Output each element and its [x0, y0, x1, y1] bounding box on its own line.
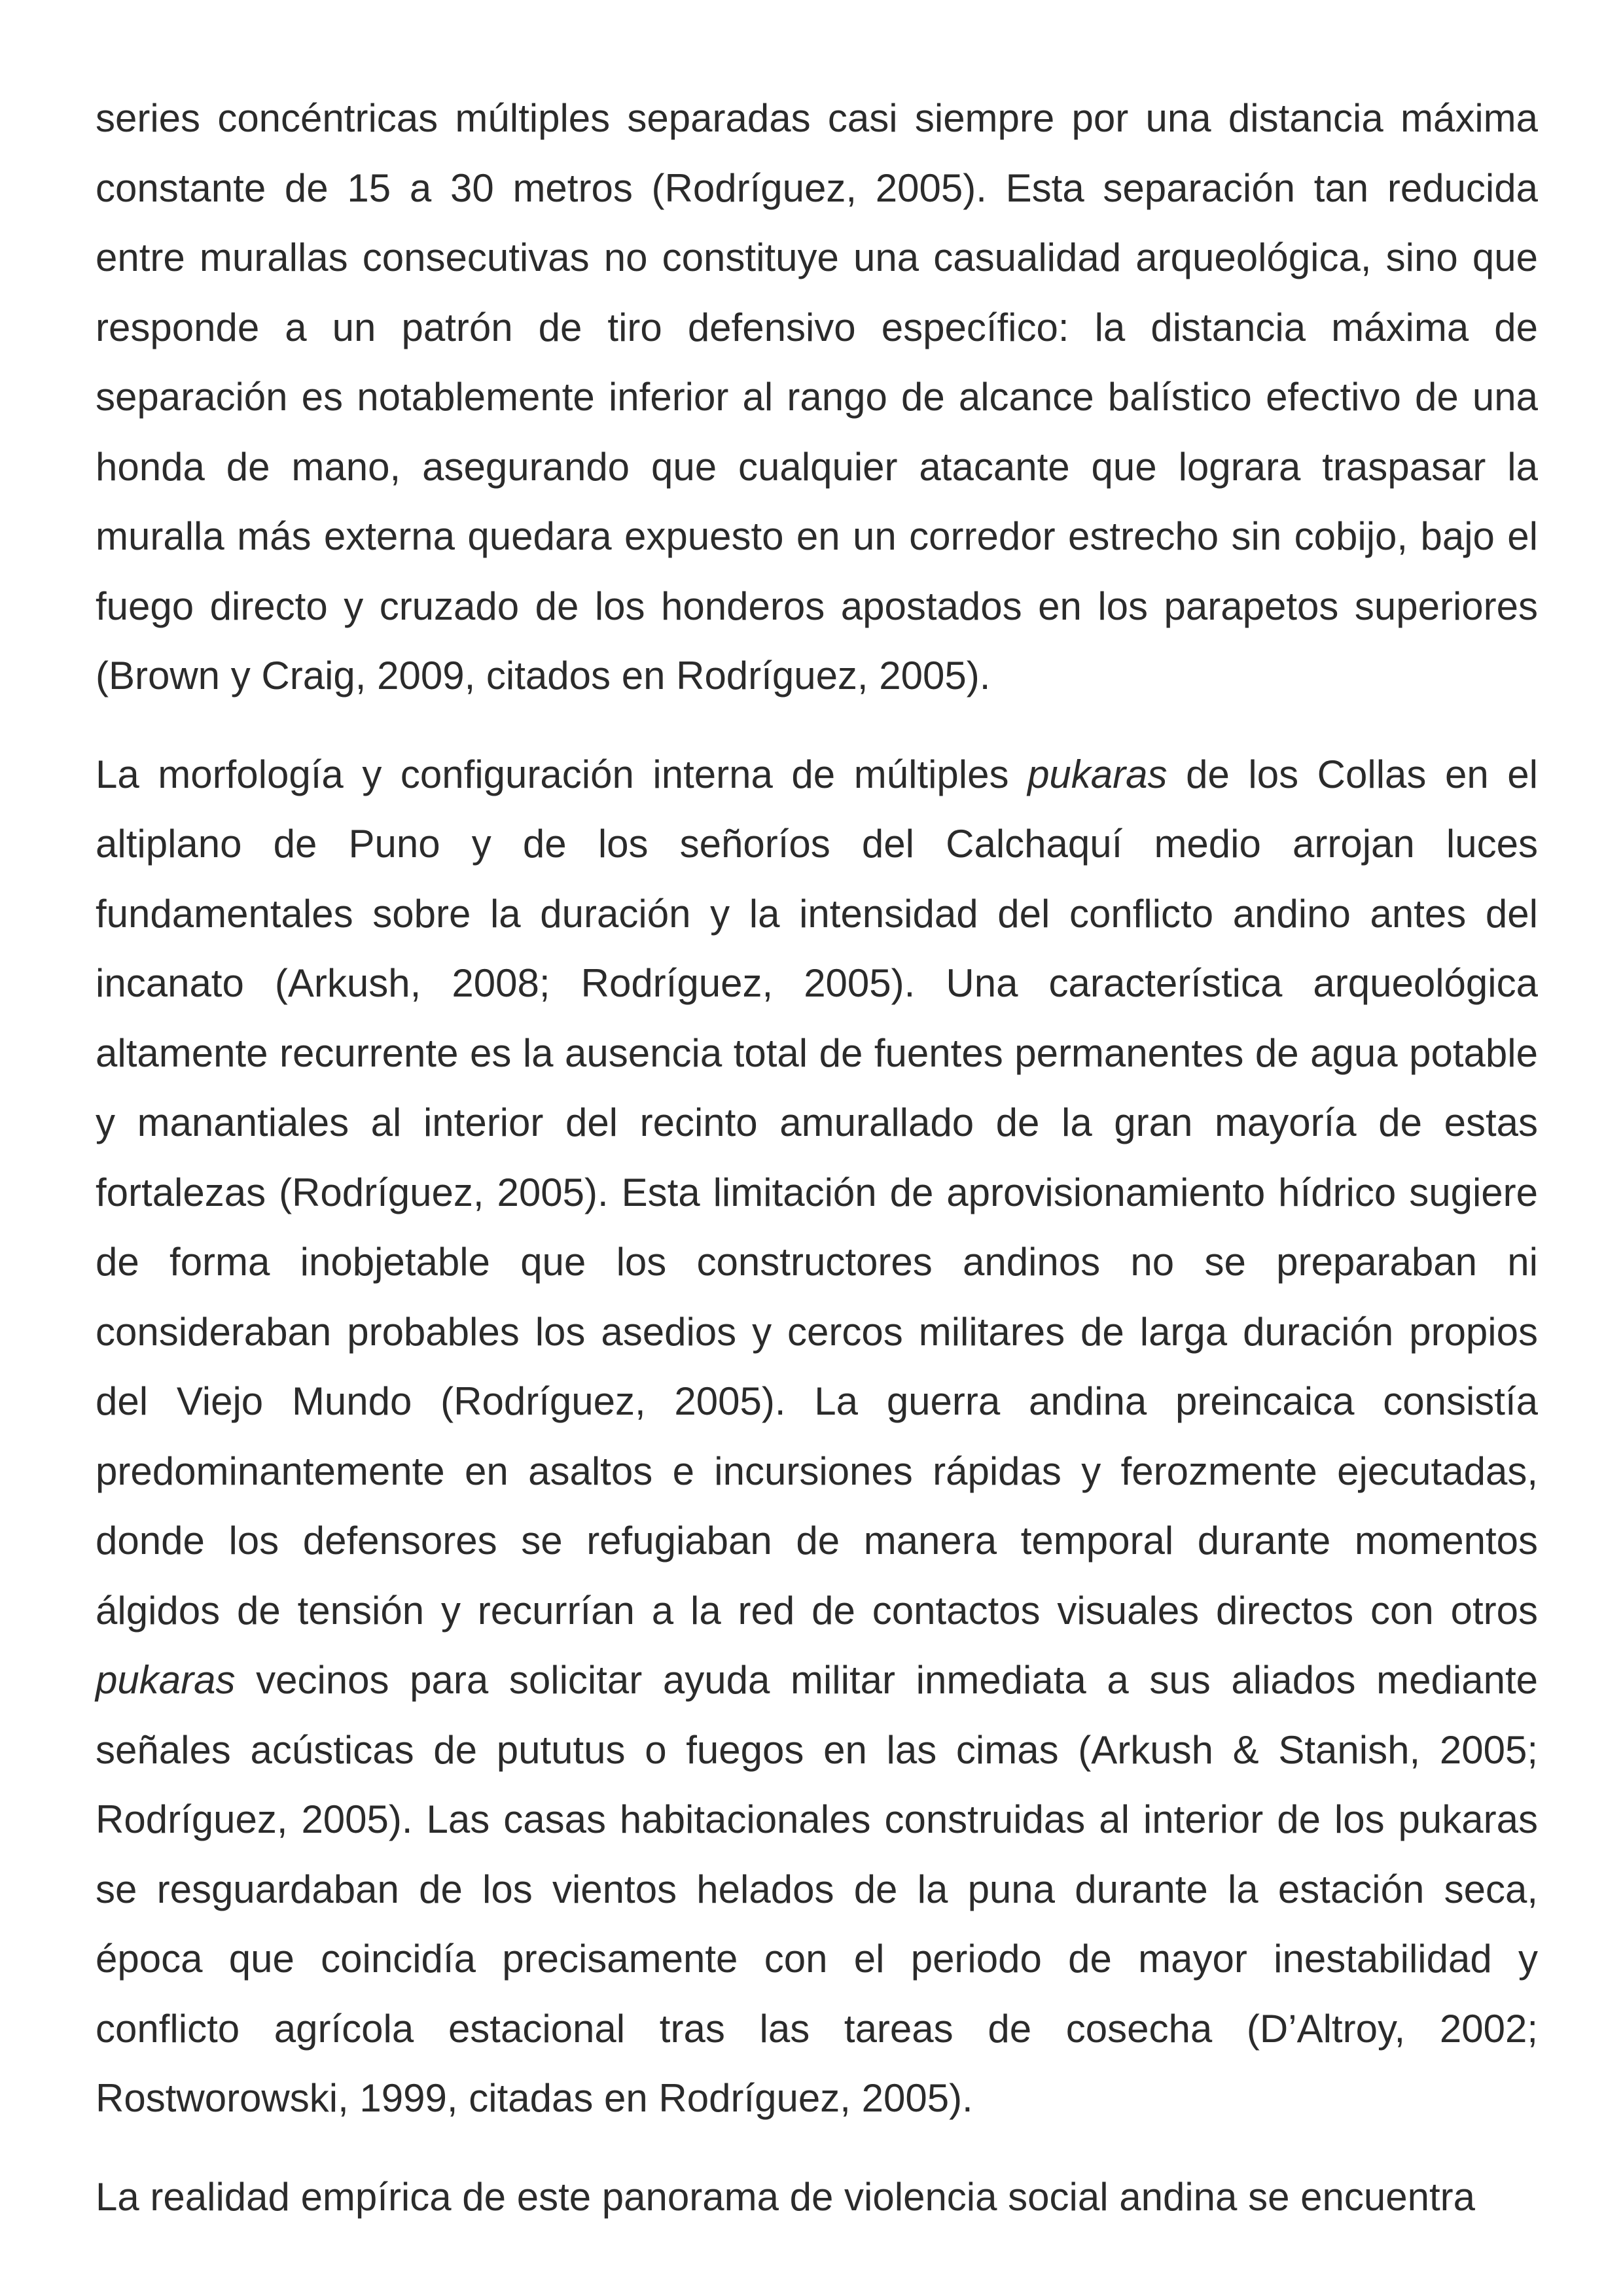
- paragraph-3-text: La realidad empírica de este panorama de violencia social andina se encuentra: [96, 2174, 1475, 2219]
- paragraph-1-text: series concéntricas múltiples separadas casi siempre por una distancia máxima constante de 15 a 30 metros (Rodríguez, 2005). Esta separación tan reducida entre murallas consecutivas no constituye una casualidad arqueológica, sino que responde a un patrón de tiro defensivo específico: la distancia máxima de separación es notablemente inferior al rango de alcance balístico efectivo de una honda de mano, asegurando que cualquier atacante que lograra traspasar la muralla más externa quedara expuesto en un corredor estrecho sin cobijo, bajo el fuego directo y cruzado de los honderos apostados en los parapetos superiores (Brown y Craig, 2009, citados en Rodríguez, 2005).: [96, 96, 1538, 698]
- paragraph-1: [96, 84, 1538, 711]
- italic-term-pukaras: pukaras: [1027, 752, 1168, 796]
- paragraph-2-text-b: de los Collas en el altiplano de Puno y de los señoríos del Calchaquí medio arrojan luces fundamentales sobre la duración y la intensidad del conflicto andino antes del incanato (Arkush, 2008; Rodríguez, 2005). Una característica arqueológica altamente recurrente es la ausencia total de fuentes permanentes de agua potable y manantiales al interior del recinto amurallado de la gran mayoría de estas fortalezas (Rodríguez, 2005). Esta limitación de aprovisionamiento hídrico sugiere de forma inobjetable que los constructores andinos no se preparaban ni consideraban probables los asedios y cercos militares de larga duración propios del Viejo Mundo (Rodríguez, 2005). La guerra andina preincaica consistía predominantemente en asaltos e incursiones rápidas y ferozmente ejecutadas, donde los defensores se refugiaban de manera temporal durante momentos álgidos de tensión y recurrían a la red de contactos visuales directos con otros: [96, 752, 1538, 1633]
- paragraph-2: [96, 740, 1538, 2134]
- paragraph-2-text-c: vecinos para solicitar ayuda militar inmediata a sus aliados mediante señales acústicas de pututus o fuegos en las cimas (Arkush & Stanish, 2005; Rodríguez, 2005). Las casas habitacionales construidas al interior de los pukaras se resguardaban de los vientos helados de la puna durante la estación seca, época que coincidía precisamente con el periodo de mayor inestabilidad y conflicto agrícola estacional tras las tareas de cosecha (D’Altroy, 2002; Rostworowski, 1999, citadas en Rodríguez, 2005).: [96, 1658, 1538, 2120]
- paragraph-3: [96, 2163, 1538, 2233]
- paragraph-2-text-a: La morfología y configuración interna de múltiples: [96, 752, 1028, 796]
- italic-term-pukaras: pukaras: [96, 1658, 236, 1702]
- document-page: [96, 84, 1538, 2261]
